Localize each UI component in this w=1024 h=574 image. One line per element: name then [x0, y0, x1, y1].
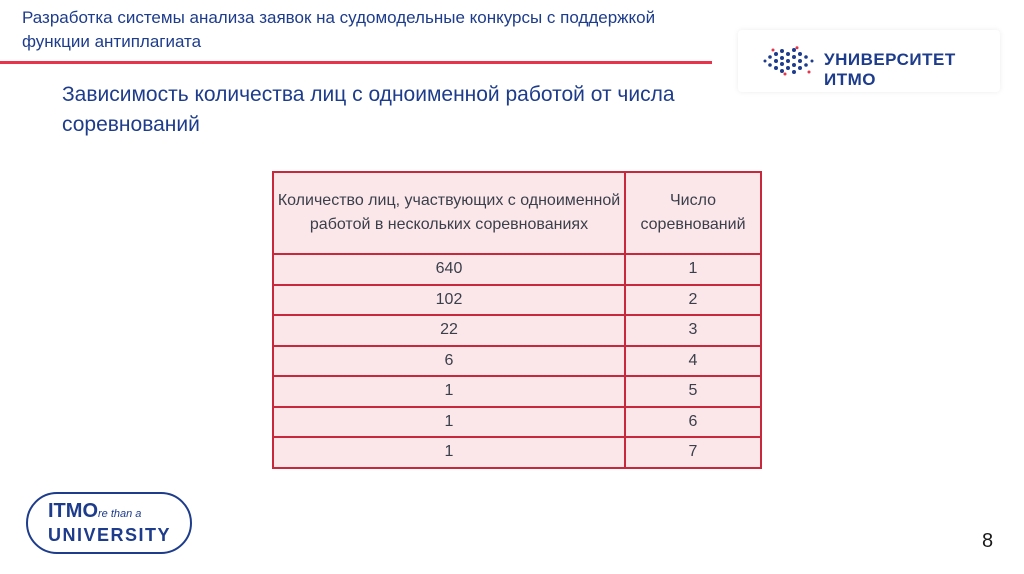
table-cell: 2 [625, 285, 761, 316]
table-row [273, 285, 761, 316]
page-number: 8 [982, 530, 994, 552]
table-row [273, 315, 761, 346]
column-header: Количество лиц, участвующих с одноименной работой в нескольких соревнованиях [273, 172, 625, 254]
badge-text-it: IT [48, 500, 66, 522]
data-table [272, 171, 762, 469]
badge-line2: UNIVERSITY [48, 525, 172, 545]
table-cell: 7 [625, 437, 761, 468]
header-divider [0, 61, 712, 64]
table-cell: 640 [273, 254, 625, 285]
header-title: Разработка системы анализа заявок на судомодельные конкурсы с поддержкой функции антиплагиата [22, 8, 656, 51]
badge-text-mo: MO [65, 500, 98, 522]
table-cell: 4 [625, 346, 761, 377]
table-header-row [273, 172, 761, 254]
table-row [273, 407, 761, 438]
column-header: Число соревнований [625, 172, 761, 254]
table-cell: 22 [273, 315, 625, 346]
table-cell: 1 [273, 376, 625, 407]
table-row [273, 254, 761, 285]
table-cell: 3 [625, 315, 761, 346]
badge-text-small: re than a [98, 508, 142, 520]
table-row [273, 437, 761, 468]
table-row [273, 376, 761, 407]
table-cell: 1 [273, 437, 625, 468]
slide-title: Зависимость количества лиц с одноименной работой от числа соревнований [62, 83, 675, 136]
table-row [273, 346, 761, 377]
itmo-more-than-a-university-logo [26, 492, 192, 554]
table-cell: 1 [625, 254, 761, 285]
logo-text: УНИВЕРСИТЕТ ИТМО [824, 50, 956, 89]
table-cell: 102 [273, 285, 625, 316]
table-cell: 1 [273, 407, 625, 438]
table-cell: 6 [625, 407, 761, 438]
table-cell: 6 [273, 346, 625, 377]
table-cell: 5 [625, 376, 761, 407]
badge-line1 [48, 500, 141, 523]
itmo-dots-icon [762, 46, 818, 76]
